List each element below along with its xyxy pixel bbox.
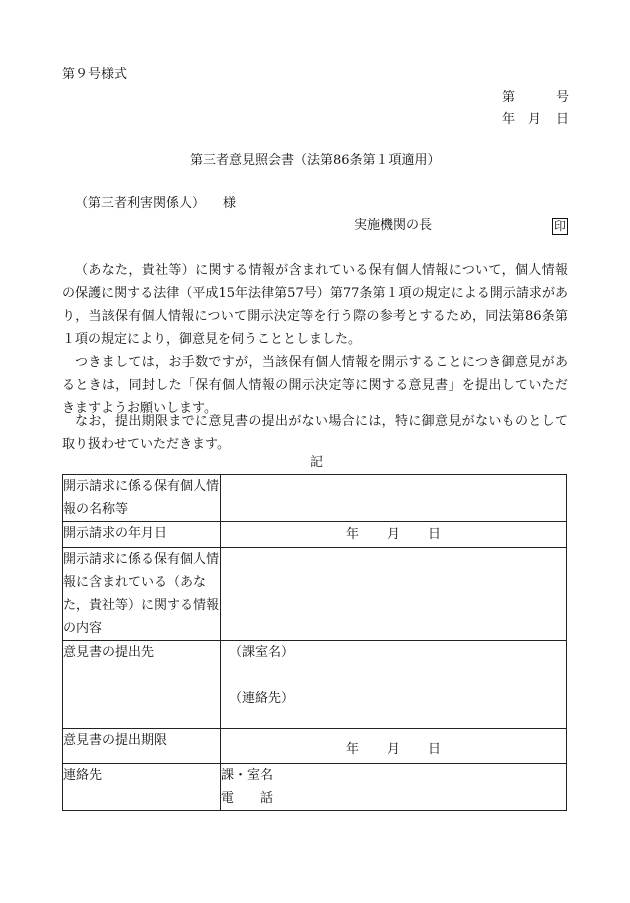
row4-office: （課室名）: [229, 645, 295, 660]
row6-label: 連絡先: [63, 764, 221, 811]
row3-label: 開示請求に係る保有個人情報に含まれている（あなた，貴社等）に関する情報の内容: [63, 548, 221, 641]
document-title: 第三者意見照会書（法第86条第１項適用）: [190, 153, 441, 168]
table-row: [63, 764, 567, 811]
row1-value: [221, 475, 567, 522]
table-row: [63, 729, 567, 764]
row2-day: 日: [428, 527, 442, 542]
row2-year: 年: [345, 527, 359, 542]
table-row: [63, 475, 567, 522]
doc-date-day: 日: [556, 112, 570, 127]
row1-label: 開示請求に係る保有個人情報の名称等: [63, 475, 221, 522]
addressee-honorific: 様: [223, 196, 237, 211]
info-table: [62, 474, 567, 811]
row6-phone: 電 話: [221, 791, 274, 806]
row2-month: 月: [386, 527, 400, 542]
paragraph-1: （あなた，貴社等）に関する情報が含まれている保有個人情報について，個人情報の保護に関する法律（平成15年法律第57号）第77条第１項の規定による開示請求があり，当該保有個人情報について開示決定等を行う際の参考とするため，同法第86条第１項の規定により，御意見を伺うこととしました。: [62, 263, 568, 347]
doc-date-year: 年: [502, 112, 516, 127]
doc-number-suffix: 号: [556, 90, 570, 105]
row5-year: 年: [345, 742, 359, 757]
table-row: [63, 522, 567, 548]
seal-box: 印: [553, 219, 566, 233]
table-row: [63, 641, 567, 729]
row4-value: [221, 641, 567, 729]
row5-date: [221, 729, 567, 764]
row5-label: 意見書の提出期限: [63, 729, 221, 764]
row2-label: 開示請求の年月日: [63, 522, 221, 548]
table-row: [63, 548, 567, 641]
paragraph-3: なお，提出期限までに意見書の提出がない場合には，特に御意見がないものとして取り扱わせていただきます。: [62, 414, 568, 452]
row6-office: 課・室名: [221, 768, 274, 783]
ki-heading: 記: [310, 455, 324, 470]
paragraph-2: つきましては，お手数ですが，当該保有個人情報を開示することにつき御意見があるときは，同封した「保有個人情報の開示決定等に関する意見書」を提出していただきますようお願いします。: [62, 355, 568, 416]
row4-label: 意見書の提出先: [63, 641, 221, 729]
row5-month: 月: [386, 742, 400, 757]
row2-date: [221, 522, 567, 548]
row6-value: [221, 764, 567, 811]
row4-contact: （連絡先）: [229, 691, 295, 706]
doc-date-month: 月: [528, 112, 542, 127]
form-number: 第９号様式: [62, 67, 128, 82]
addressee-name: （第三者利害関係人）: [75, 196, 206, 211]
row3-value: [221, 548, 567, 641]
sender-title: 実施機関の長: [354, 218, 433, 233]
doc-number-prefix: 第: [502, 90, 516, 105]
row5-day: 日: [428, 742, 442, 757]
